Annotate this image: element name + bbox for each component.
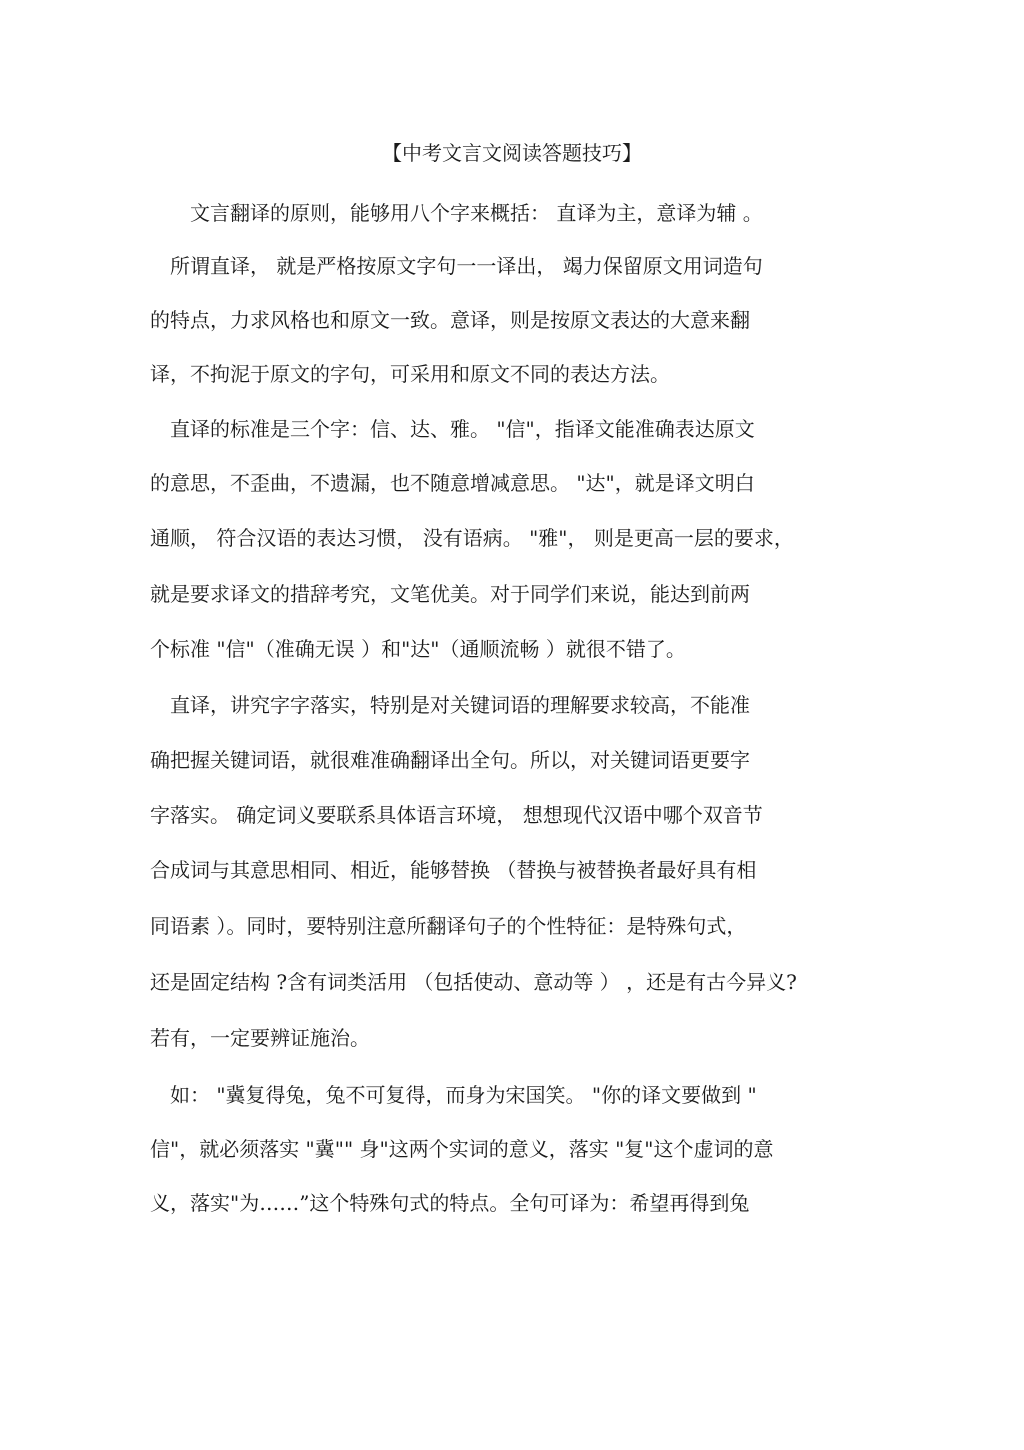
text-line: 如： "冀复得兔，兔不可复得，而身为宋国笑。 "你的译文要做到 " <box>150 1083 757 1107</box>
text-line: 直译，讲究字字落实，特别是对关键词语的理解要求较高，不能准 <box>150 693 750 717</box>
text-line: 个标准 "信"（准确无误 ）和"达"（通顺流畅 ）就很不错了。 <box>150 637 686 661</box>
text-line: 信"，就必须落实 "冀"" 身"这两个实词的意义，落实 "复"这个虚词的意 <box>150 1137 774 1161</box>
text-line: 若有，一定要辨证施治。 <box>150 1026 370 1050</box>
text-line: 同语素 ）。同时，要特别注意所翻译句子的个性特征：是特殊句式， <box>150 914 747 938</box>
text-line: 还是固定结构 ?含有词类活用 （包括使动、意动等 ） ，还是有古今异义? <box>150 970 797 994</box>
text-line: 文言翻译的原则，能够用八个字来概括： 直译为主，意译为辅 。 <box>150 201 763 225</box>
text-line: 的意思，不歪曲，不遗漏，也不随意增减意思。 "达"，就是译文明白 <box>150 471 755 495</box>
text-line: 译，不拘泥于原文的字句，可采用和原文不同的表达方法。 <box>150 362 670 386</box>
text-line: 确把握关键词语，就很难准确翻译出全句。所以，对关键词语更要字 <box>150 748 750 772</box>
text-line: 就是要求译文的措辞考究，文笔优美。对于同学们来说，能达到前两 <box>150 582 750 606</box>
document-title: 【中考文言文阅读答题技巧】 <box>382 141 642 165</box>
text-line: 的特点，力求风格也和原文一致。意译，则是按原文表达的大意来翻 <box>150 308 750 332</box>
text-line: 直译的标准是三个字：信、达、雅。 "信"，指译文能准确表达原文 <box>150 417 755 441</box>
text-line: 字落实。 确定词义要联系具体语言环境， 想想现代汉语中哪个双音节 <box>150 803 763 827</box>
text-line: 合成词与其意思相同、相近，能够替换 （替换与被替换者最好具有相 <box>150 858 757 882</box>
text-line: 所谓直译， 就是严格按原文字句一一译出， 竭力保留原文用词造句 <box>150 254 763 278</box>
text-line: 义，落实"为……”这个特殊句式的特点。全句可译为：希望再得到兔 <box>150 1191 750 1215</box>
text-line: 通顺， 符合汉语的表达习惯， 没有语病。 "雅"， 则是更高一层的要求， <box>150 526 794 550</box>
